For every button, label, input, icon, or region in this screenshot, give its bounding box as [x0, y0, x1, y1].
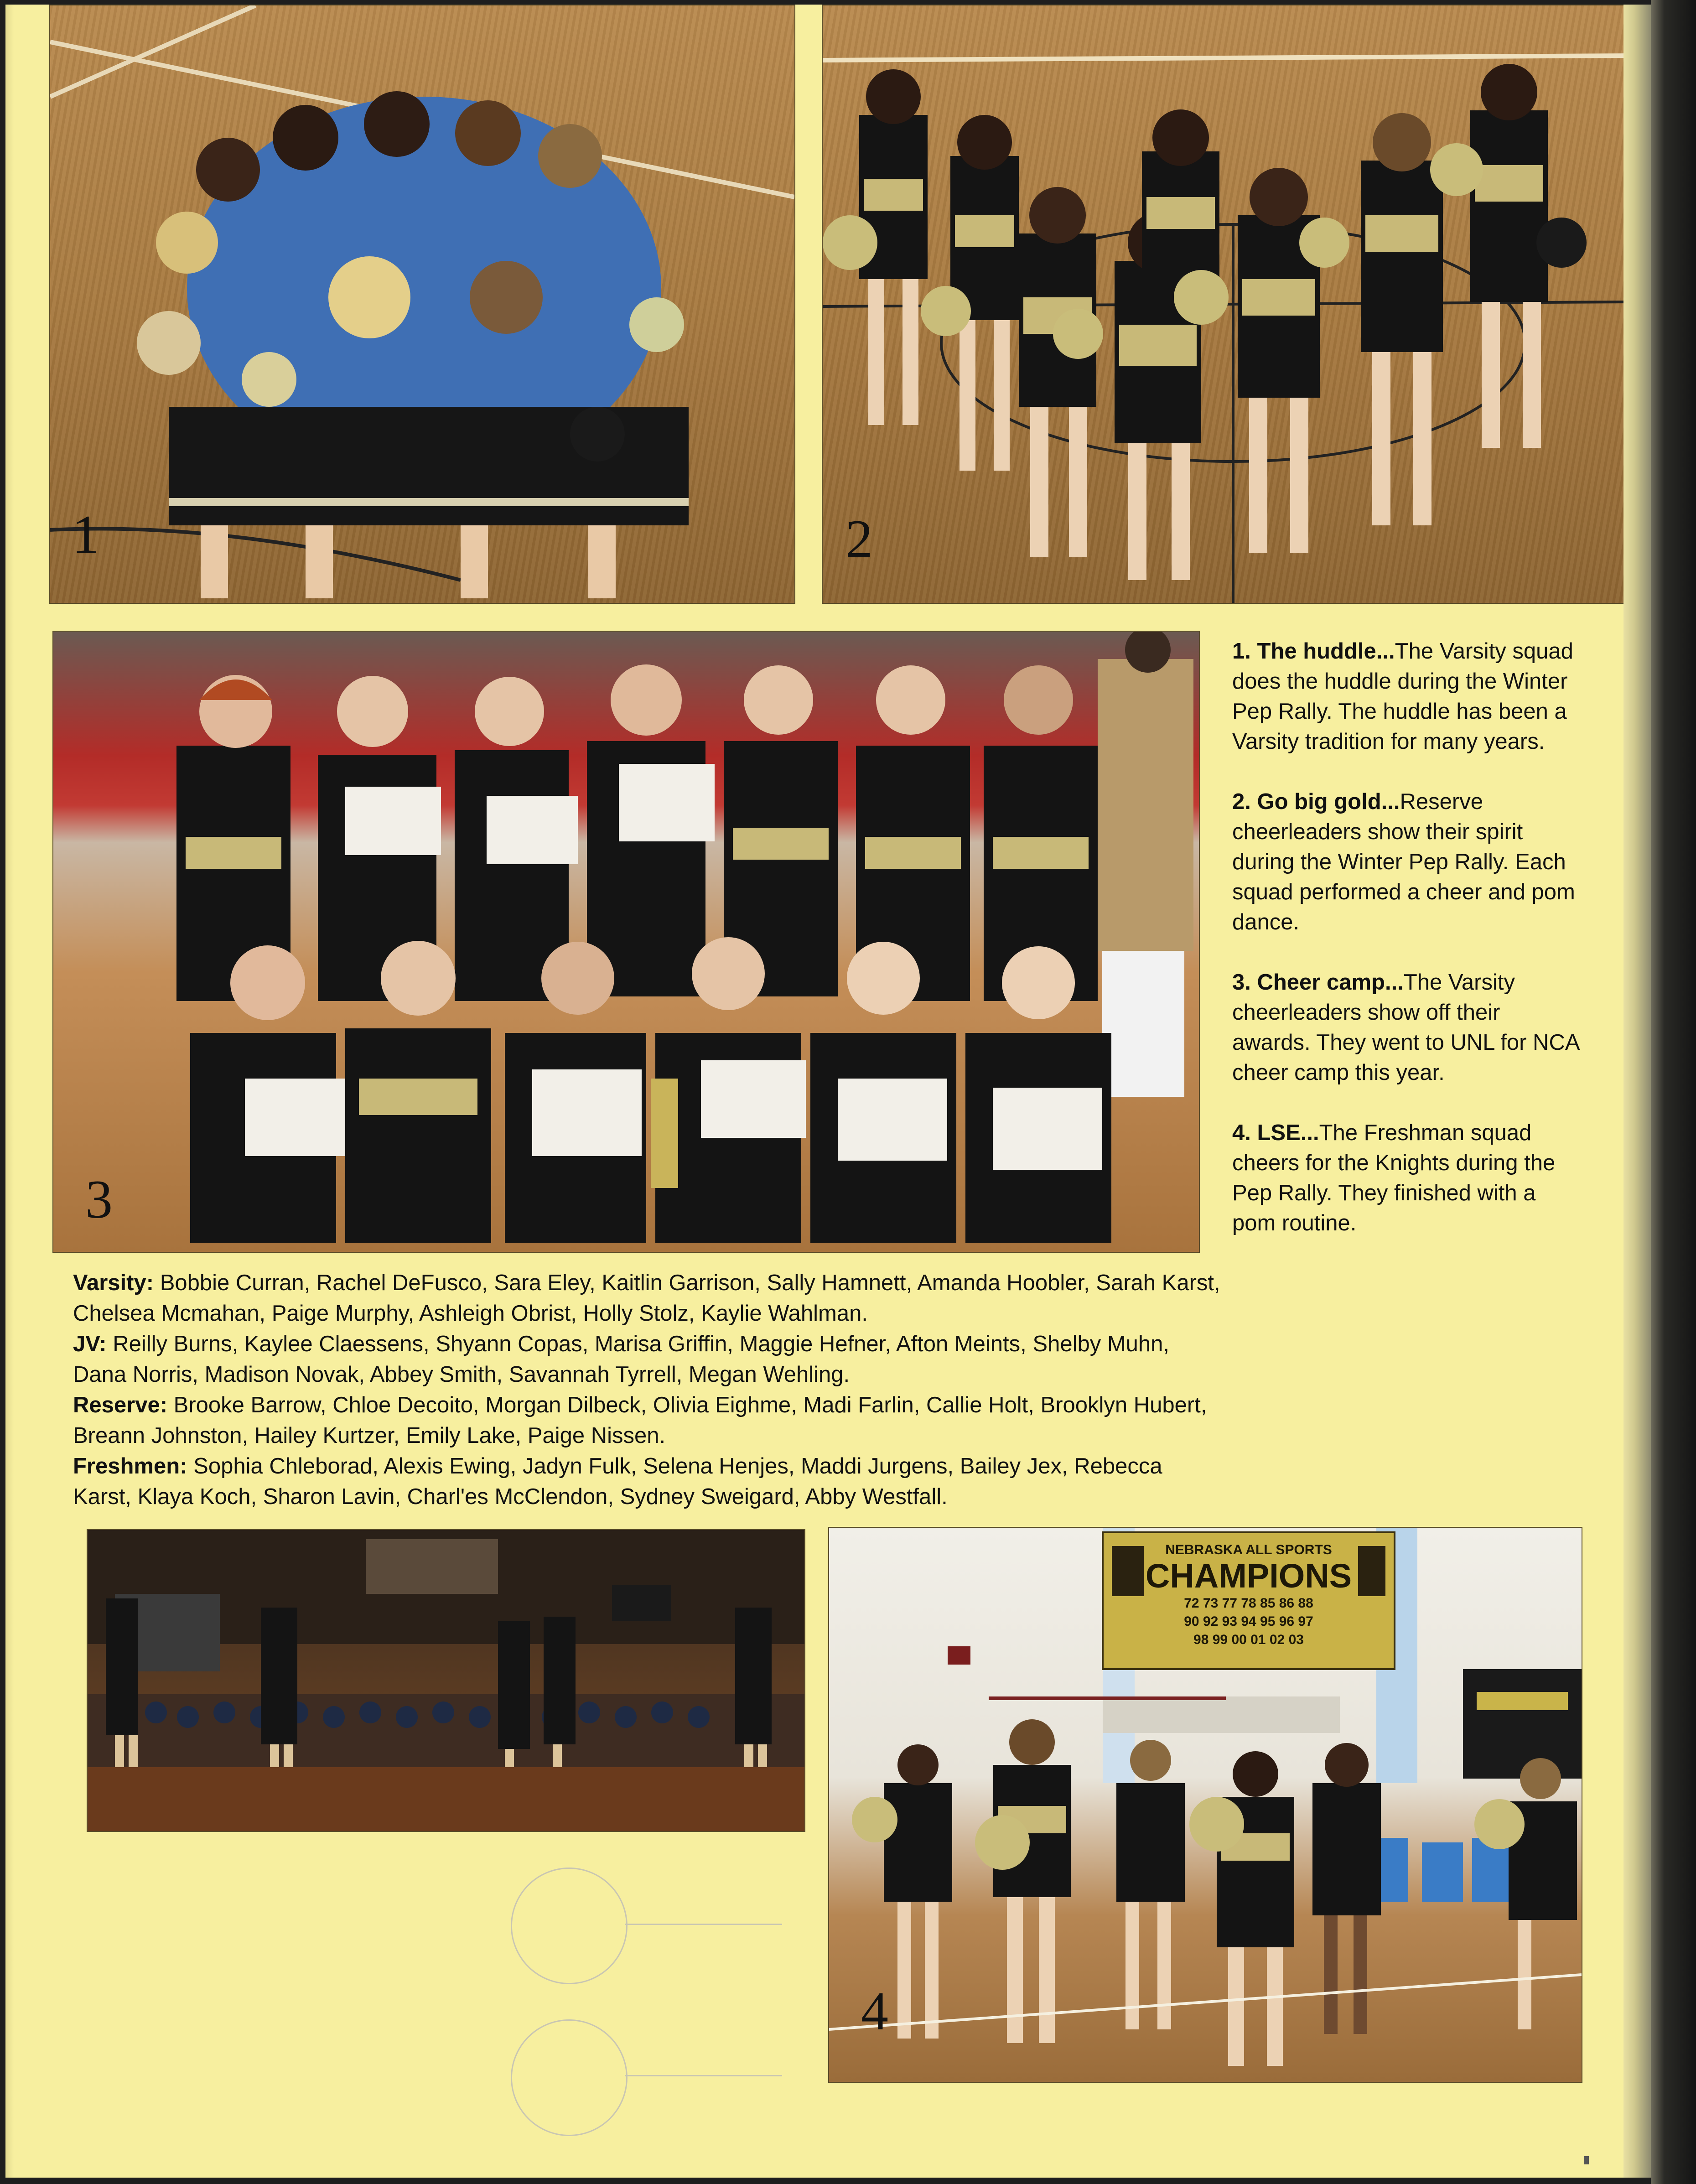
banner-line-1: NEBRASKA ALL SPORTS: [1165, 1542, 1332, 1557]
squad-roster: [73, 1268, 1222, 1512]
decorative-circle: [511, 1868, 628, 1984]
decorative-circle: [511, 2019, 628, 2136]
roster-varsity: [73, 1268, 1222, 1329]
caption-4-title: 4. LSE...: [1232, 1121, 1319, 1145]
caption-3-text: The Varsity cheerleaders show off their awards. They went to UNL for NCA cheer camp this year.: [1232, 970, 1579, 1085]
reserve-squad-illustration: [823, 5, 1629, 603]
roster-jv-label: JV:: [73, 1332, 107, 1356]
caption-3-title: 3. Cheer camp...: [1232, 970, 1404, 995]
photo-cheer-camp: [53, 632, 1199, 1252]
roster-varsity-names: Bobbie Curran, Rachel DeFusco, Sara Eley, Kaitlin Garrison, Sally Hamnett, Amanda Hoobler, Sarah Karst, Chelsea Mcmahan, Paige Murphy, Ashleigh Obrist, Holly Stolz, Kaylie Wahlman.: [73, 1271, 1220, 1326]
champions-banner: [1103, 1532, 1395, 1669]
caption-4: [1232, 1118, 1579, 1238]
caption-2: [1232, 787, 1579, 937]
decorative-line: [625, 2075, 782, 2076]
photo-lse: [829, 1528, 1582, 2082]
caption-2-text: Reserve cheerleaders show their spirit during the Winter Pep Rally. Each squad performed a cheer and pom dance.: [1232, 789, 1575, 934]
roster-jv-names: Reilly Burns, Kaylee Claessens, Shyann Copas, Marisa Griffin, Maggie Hefner, Afton Meints, Shelby Muhn, Dana Norris, Madison Novak, Abbey Smith, Savannah Tyrrell, Megan Wehling.: [73, 1332, 1170, 1387]
banner-line-2: CHAMPIONS: [1145, 1557, 1352, 1595]
photo-number-3: 3: [85, 1169, 113, 1229]
roster-jv: [73, 1329, 1222, 1390]
pep-rally-illustration: [88, 1530, 804, 1831]
photo-number-1: 1: [72, 504, 99, 565]
roster-reserve: [73, 1390, 1222, 1451]
caption-1-title: 1. The huddle...: [1232, 639, 1395, 664]
caption-1-text: The Varsity squad does the huddle during the Winter Pep Rally. The huddle has been a Varsity tradition for many years.: [1232, 639, 1573, 754]
caption-1: [1232, 636, 1579, 757]
roster-freshmen-names: Sophia Chleborad, Alexis Ewing, Jadyn Fulk, Selena Henjes, Maddi Jurgens, Bailey Jex, Rebecca Karst, Klaya Koch, Sharon Lavin, Charl'es McClendon, Sydney Sweigard, Abby Westfall.: [73, 1454, 1162, 1509]
photo-number-4: 4: [861, 1981, 888, 2041]
roster-freshmen: [73, 1451, 1222, 1512]
caption-4-text: The Freshman squad cheers for the Knights during the Pep Rally. They finished with a pom routine.: [1232, 1121, 1556, 1235]
spectator: [1098, 632, 1193, 1097]
banner-years-2: 90 92 93 94 95 96 97: [1184, 1614, 1313, 1629]
huddle-illustration: [50, 5, 794, 603]
photo-huddle: [50, 5, 794, 603]
roster-reserve-label: Reserve:: [73, 1393, 168, 1417]
photo-pep-rally: [88, 1530, 804, 1831]
banner-years-1: 72 73 77 78 85 86 88: [1184, 1596, 1313, 1611]
yearbook-page: [5, 5, 1629, 2178]
caption-3: [1232, 967, 1579, 1088]
photo-go-big-gold: [823, 5, 1629, 603]
binding-shadow: [5, 5, 14, 2178]
cheerleader-row: [823, 64, 1587, 580]
roster-varsity-label: Varsity:: [73, 1271, 154, 1295]
photo-captions: [1232, 636, 1579, 1268]
photo-number-2: 2: [845, 508, 873, 569]
book-edge: [1651, 0, 1696, 2184]
roster-reserve-names: Brooke Barrow, Chloe Decoito, Morgan Dilbeck, Olivia Eighme, Madi Farlin, Callie Holt, Brooklyn Hubert, Breann Johnston, Hailey Kurtzer, Emily Lake, Paige Nissen.: [73, 1393, 1207, 1448]
back-row: [176, 664, 1098, 1001]
page-spine: [1623, 5, 1651, 2178]
page-mark: [1584, 2156, 1589, 2164]
banner-years-3: 98 99 00 01 02 03: [1193, 1632, 1304, 1647]
cheerleader-group: [137, 91, 689, 598]
varsity-awards-illustration: [53, 632, 1199, 1252]
caption-2-title: 2. Go big gold...: [1232, 789, 1400, 814]
roster-freshmen-label: Freshmen:: [73, 1454, 187, 1478]
decorative-line: [625, 1924, 782, 1925]
